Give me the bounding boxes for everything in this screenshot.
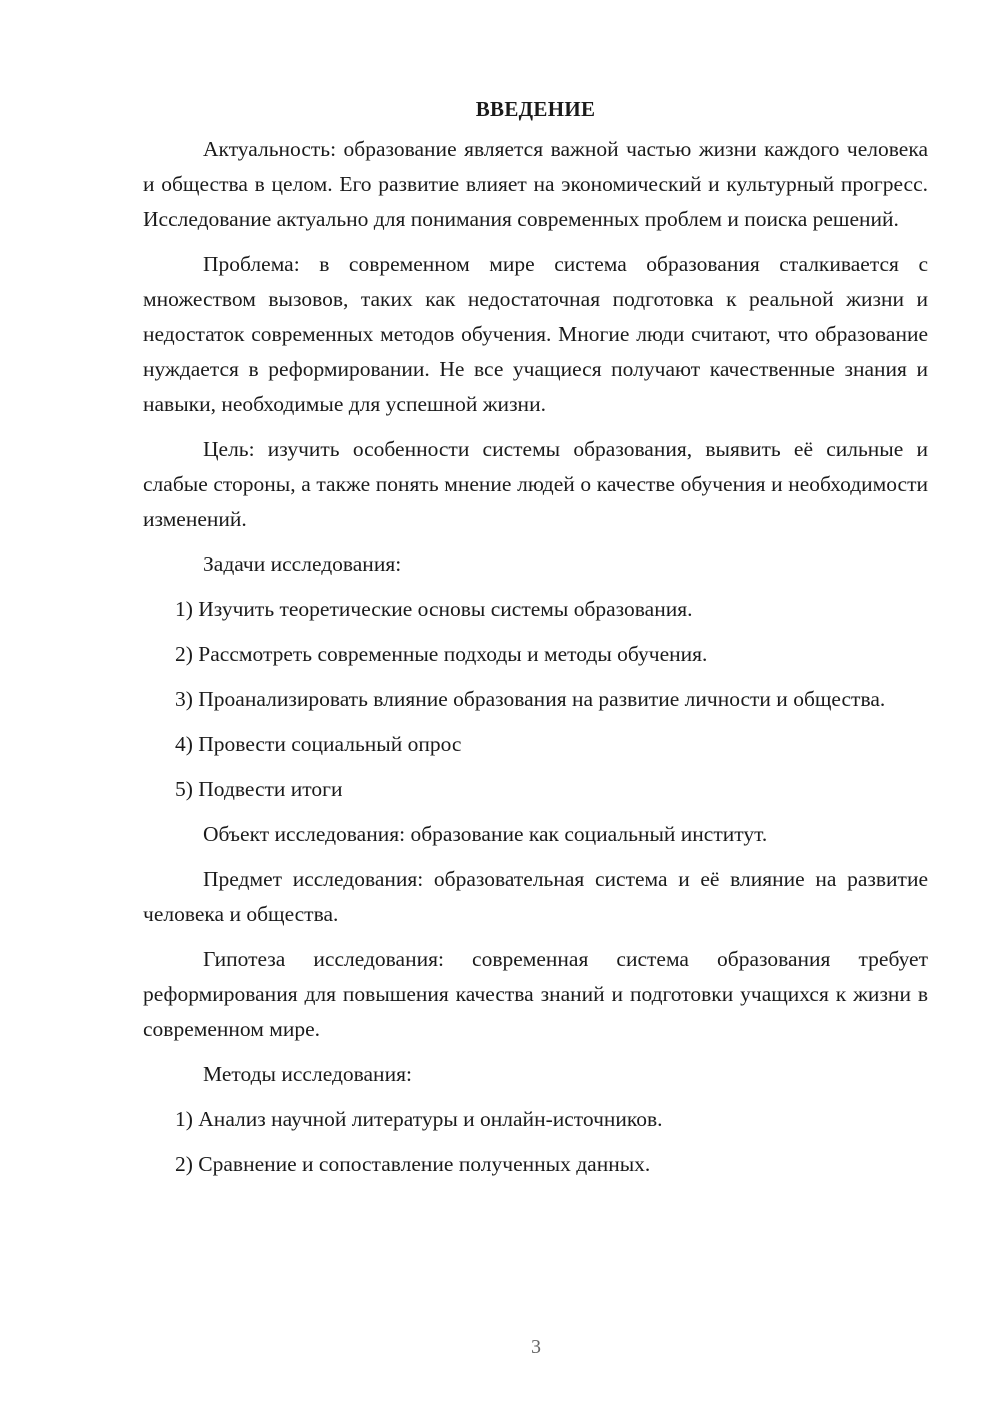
- paragraph-problem: Проблема: в современном мире система образования сталкивается с множеством вызовов, таких как недостаточная подготовка к реальной жизни и недостаток современных методов обучения. Многие люди считают, что образование нуждается в реформировании. Не все учащиеся получают качественные знания и навыки, необходимые для успешной жизни.: [143, 252, 928, 416]
- list-item-task-1: 1) Изучить теоретические основы системы образования.: [175, 597, 693, 621]
- paragraph-object: Объект исследования: образование как социальный институт.: [203, 822, 768, 846]
- page-number: 3: [531, 1336, 541, 1358]
- page-title: ВВЕДЕНИЕ: [475, 97, 596, 121]
- page-content: [143, 92, 928, 1192]
- paragraph-relevance: Актуальность: образование является важной частью жизни каждого человека и общества в целом. Его развитие влияет на экономический и культурный прогресс. Исследование актуально для понимания современных проблем и поиска решений.: [143, 137, 928, 231]
- list-item-task-4: 4) Провести социальный опрос: [175, 732, 462, 756]
- list-item-task-2: 2) Рассмотреть современные подходы и методы обучения.: [175, 642, 708, 666]
- paragraph-subject: Предмет исследования: образовательная система и её влияние на развитие человека и общества.: [143, 867, 928, 926]
- list-item-task-5: 5) Подвести итоги: [175, 777, 343, 801]
- paragraph-tasks-heading: Задачи исследования:: [203, 552, 402, 576]
- paragraph-goal: Цель: изучить особенности системы образования, выявить её сильные и слабые стороны, а также понять мнение людей о качестве обучения и необходимости изменений.: [143, 437, 928, 531]
- paragraph-methods-heading: Методы исследования:: [203, 1062, 412, 1086]
- paragraph-hypothesis: Гипотеза исследования: современная система образования требует реформирования для повышения качества знаний и подготовки учащихся к жизни в современном мире.: [143, 947, 928, 1041]
- list-item-task-3: 3) Проанализировать влияние образования на развитие личности и общества.: [175, 687, 886, 711]
- list-item-method-2: 2) Сравнение и сопоставление полученных данных.: [175, 1152, 651, 1176]
- list-item-method-1: 1) Анализ научной литературы и онлайн-источников.: [175, 1107, 663, 1131]
